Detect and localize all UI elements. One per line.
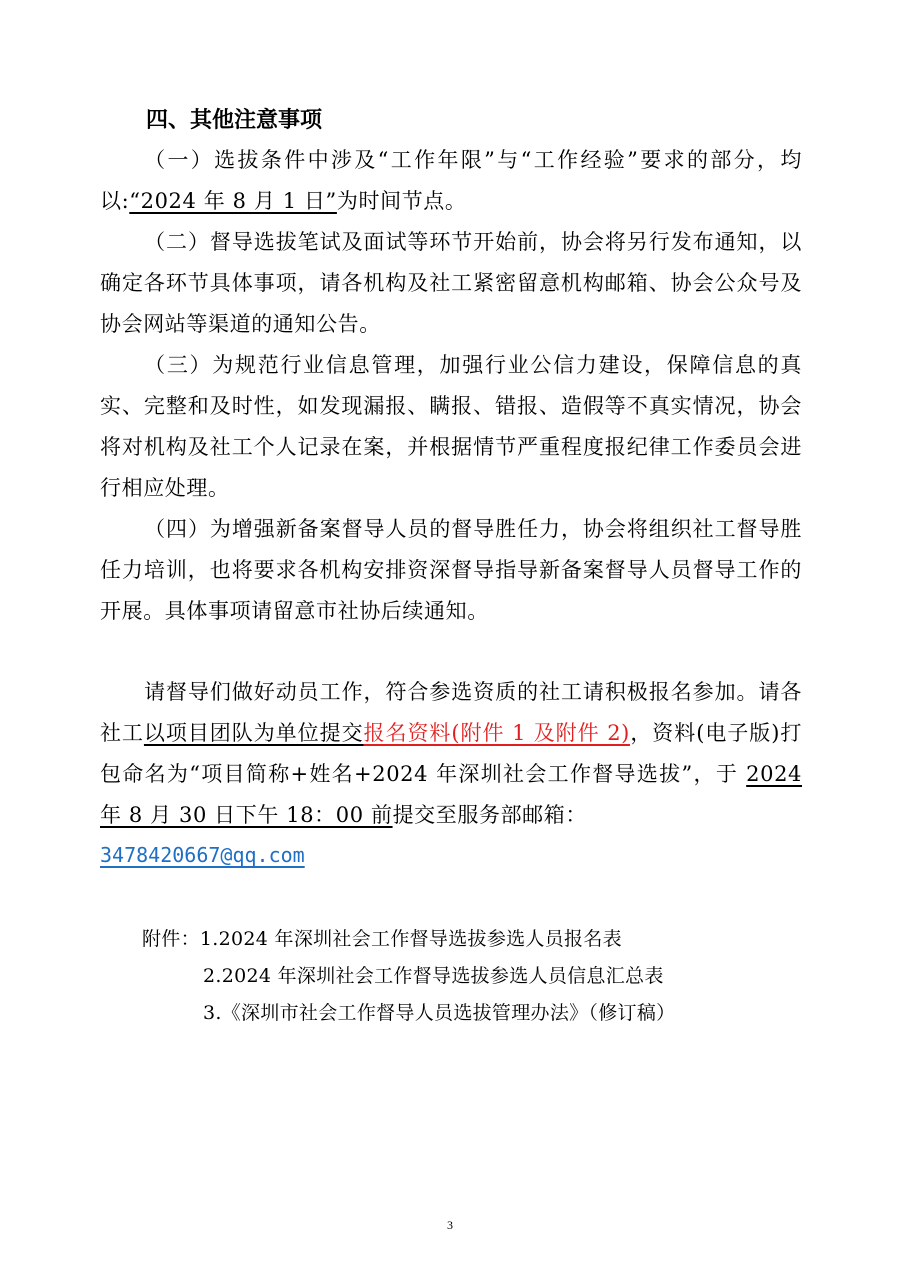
email-link[interactable]: 3478420667@qq.com [100,843,305,867]
paragraph-1-end: 为时间节点。 [336,189,467,213]
paragraph-4: （四）为增强新备案督导人员的督导胜任力，协会将组织社工督导胜任力培训，也将要求各机构安排资深督导指导新备案督导人员督导工作的开展。具体事项请留意市社协后续通知。 [100,517,802,623]
paragraph-2: （二）督导选拔笔试及面试等环节开始前，协会将另行发布通知，以确定各环节具体事项，请各机构及社工紧密留意机构邮箱、协会公众号及协会网站等渠道的通知公告。 [100,230,802,336]
section-heading: 四、其他注意事项 [146,108,323,133]
paragraph-5-end: 提交至服务部邮箱： [392,803,587,827]
paragraph-1 [100,140,802,222]
attachment-1: 附件：1.2024 年深圳社会工作督导选拔参选人员报名表 [142,928,622,950]
attachment-2: 2.2024 年深圳社会工作督导选拔参选人员信息汇总表 [203,965,664,987]
paragraph-5 [100,672,802,836]
paragraph-5-intro: 请督导们做好动员工作，符合参选资质的社工请积极报名参加。请各社工 [100,680,802,745]
deadline: 2024 年 8 月 30 日下午 18：00 前 [100,762,802,827]
team-submission-note: 以项目团队为单位提交 [143,721,364,745]
attachment-3: 3.《深圳市社会工作督导人员选拔管理办法》（修订稿） [203,1002,676,1024]
reference-date: “2024 年 8 月 1 日” [129,189,337,213]
paragraph-3: （三）为规范行业信息管理，加强行业公信力建设，保障信息的真实、完整和及时性，如发现漏报、瞒报、错报、造假等不真实情况，协会将对机构及社工个人记录在案，并根据情节严重程度报纪律工作委员会进行相应处理。 [100,353,802,500]
paragraph-1-text: （一）选拔条件中涉及“工作年限”与“工作经验”要求的部分，均以: [100,148,802,213]
paragraph-5-naming: ，资料(电子版)打包命名为“项目简称+姓名+2024 年深圳社会工作督导选拔”，于 [100,721,803,786]
registration-materials-link[interactable]: 报名资料(附件 1 及附件 2) [363,721,630,745]
page-number: 3 [447,1218,453,1232]
